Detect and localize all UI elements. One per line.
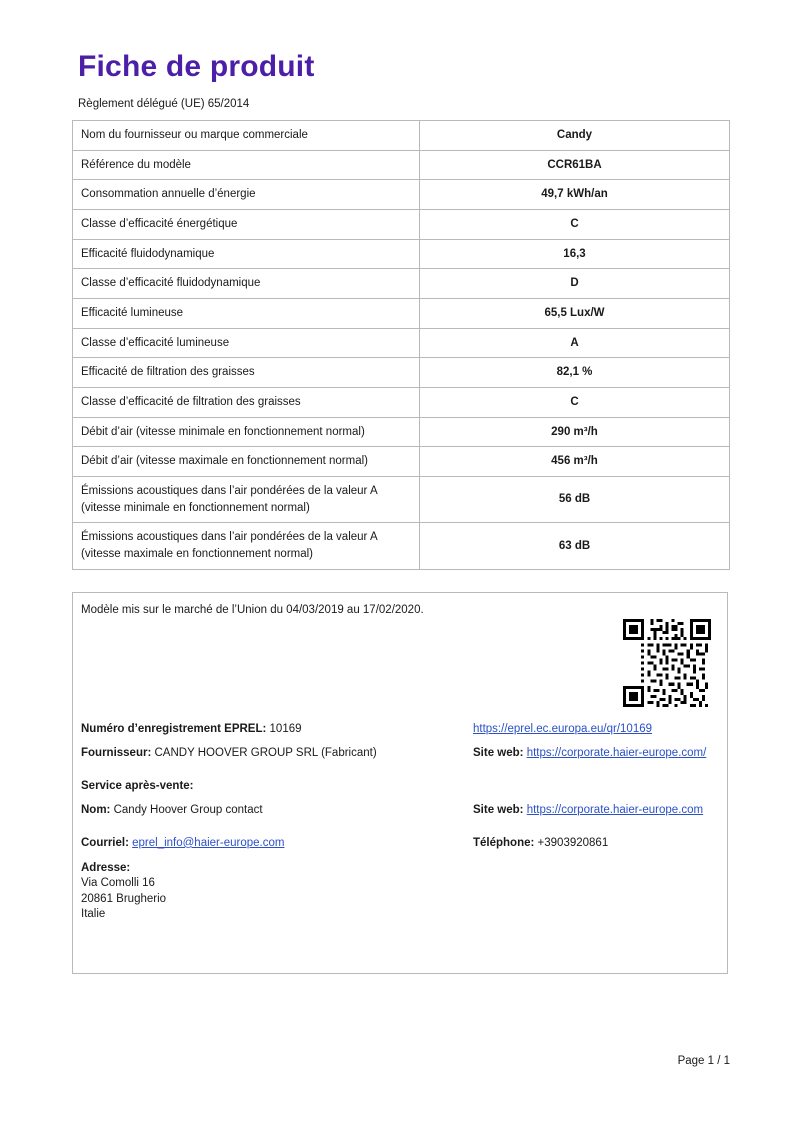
spec-value: 456 m³/h: [420, 447, 730, 477]
table-row: [73, 358, 730, 388]
address-line-1: Via Comolli 16: [81, 877, 155, 890]
eprel-value: 10169: [269, 722, 302, 735]
spec-label: [73, 523, 420, 569]
spec-label-line2: (vitesse maximale en fonctionnement normal): [81, 548, 314, 561]
spec-label: Nom du fournisseur ou marque commerciale: [73, 121, 420, 151]
table-row: [73, 150, 730, 180]
spec-label: Classe d’efficacité lumineuse: [73, 328, 420, 358]
spec-label: Efficacité de filtration des graisses: [73, 358, 420, 388]
supplier-details: [81, 723, 721, 932]
spec-table-body: [73, 121, 730, 570]
supplier-label: Fournisseur:: [81, 746, 152, 759]
qr-code-icon: [623, 619, 711, 707]
supplier-site-link[interactable]: https://corporate.haier-europe.com/: [526, 746, 707, 759]
table-row: [73, 239, 730, 269]
spec-label-line1: Émissions acoustiques dans l’air pondérées de la valeur A: [81, 485, 378, 498]
page-number: Page 1 / 1: [677, 1055, 730, 1067]
table-row: [73, 180, 730, 210]
contact-email-row: [81, 837, 721, 852]
supplier-row: [81, 747, 721, 762]
spec-value: D: [420, 269, 730, 299]
spec-label: Efficacité fluidodynamique: [73, 239, 420, 269]
spec-value: 290 m³/h: [420, 417, 730, 447]
address-line-3: Italie: [81, 908, 106, 921]
spec-label: Débit d’air (vitesse minimale en fonctionnement normal): [73, 417, 420, 447]
spec-label: [73, 477, 420, 523]
table-row: [73, 477, 730, 523]
eprel-link-col: [473, 723, 721, 735]
page-title: Fiche de produit: [78, 50, 315, 83]
eprel-row: [81, 723, 721, 738]
phone-col: [473, 837, 721, 849]
table-row: [73, 523, 730, 569]
spec-value: CCR61BA: [420, 150, 730, 180]
contact-name-row: [81, 804, 721, 819]
market-period-text: Modèle mis sur le marché de l’Union du 04/03/2019 au 17/02/2020.: [81, 603, 424, 616]
phone-value: +3903920861: [537, 836, 609, 849]
eprel-label: Numéro d’enregistrement EPREL:: [81, 722, 267, 735]
table-row: [73, 210, 730, 240]
spec-value: 65,5 Lux/W: [420, 299, 730, 329]
eprel-qr-link[interactable]: https://eprel.ec.europa.eu/qr/10169: [473, 722, 653, 735]
supplier-site-label: Site web:: [473, 746, 524, 759]
service-title: Service après-vente:: [81, 779, 194, 792]
table-row: [73, 269, 730, 299]
spec-label: Référence du modèle: [73, 150, 420, 180]
spec-value: 63 dB: [420, 523, 730, 569]
table-row: [73, 447, 730, 477]
email-label: Courriel:: [81, 836, 129, 849]
address-line-2: 20861 Brugherio: [81, 892, 167, 905]
table-row: [73, 299, 730, 329]
spec-value: A: [420, 328, 730, 358]
phone-label: Téléphone:: [473, 836, 535, 849]
spec-label: Efficacité lumineuse: [73, 299, 420, 329]
supplier-value: CANDY HOOVER GROUP SRL (Fabricant): [154, 746, 377, 759]
address-label: Adresse:: [81, 861, 131, 874]
regulation-reference: Règlement délégué (UE) 65/2014: [78, 98, 250, 110]
supplier-site-col: [473, 747, 721, 759]
table-row: [73, 121, 730, 151]
address-block: [81, 861, 721, 923]
contact-name-label: Nom:: [81, 803, 111, 816]
spec-label: Débit d’air (vitesse maximale en fonctionnement normal): [73, 447, 420, 477]
table-row: [73, 328, 730, 358]
spacer: [81, 828, 721, 837]
service-site-label: Site web:: [473, 803, 524, 816]
spec-value: 56 dB: [420, 477, 730, 523]
spec-label: Classe d’efficacité de filtration des graisses: [73, 388, 420, 418]
service-title-row: [81, 780, 721, 795]
service-site-link[interactable]: https://corporate.haier-europe.com: [526, 803, 704, 816]
spec-label: Classe d’efficacité énergétique: [73, 210, 420, 240]
spacer: [81, 771, 721, 780]
spec-value: 49,7 kWh/an: [420, 180, 730, 210]
product-spec-table: [72, 120, 730, 570]
service-site-col: [473, 804, 721, 816]
contact-name-value: Candy Hoover Group contact: [113, 803, 263, 816]
spec-value: C: [420, 210, 730, 240]
spec-label: Consommation annuelle d’énergie: [73, 180, 420, 210]
spec-label: Classe d’efficacité fluidodynamique: [73, 269, 420, 299]
spec-label-line2: (vitesse minimale en fonctionnement normal): [81, 501, 310, 514]
spec-value: C: [420, 388, 730, 418]
spec-value: 82,1 %: [420, 358, 730, 388]
supplier-info-box: [72, 592, 728, 974]
email-link[interactable]: eprel_info@haier-europe.com: [132, 836, 285, 849]
spec-value: 16,3: [420, 239, 730, 269]
spec-label-line1: Émissions acoustiques dans l’air pondérées de la valeur A: [81, 531, 378, 544]
spec-value: Candy: [420, 121, 730, 151]
document-sheet: [72, 38, 730, 974]
table-row: [73, 388, 730, 418]
table-row: [73, 417, 730, 447]
